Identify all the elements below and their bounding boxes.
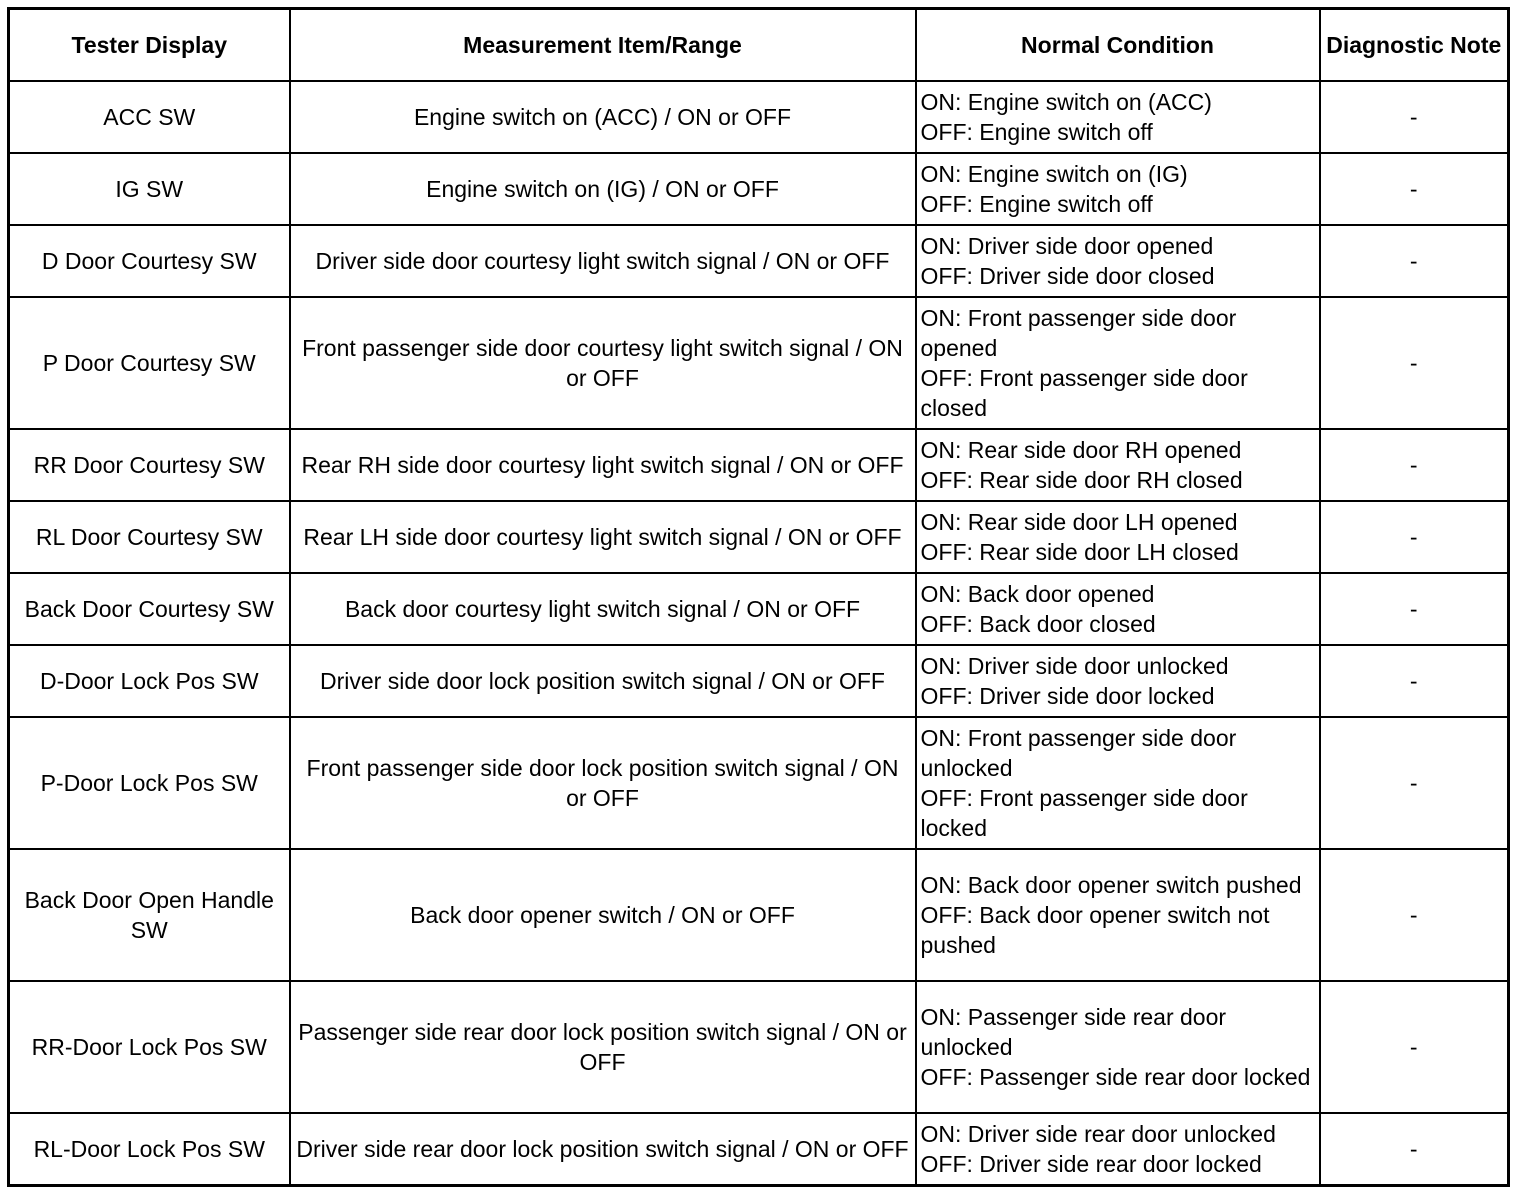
header-tester-display: Tester Display (9, 9, 290, 82)
on-condition: ON: Back door opener switch pushed (920, 872, 1302, 898)
header-row (9, 9, 1509, 82)
measurement-cell: Front passenger side door lock position switch signal / ON or OFF (290, 717, 916, 849)
table-row (9, 153, 1509, 225)
normal-condition-cell (916, 717, 1320, 849)
off-condition: OFF: Engine switch off (920, 119, 1153, 145)
table-row (9, 645, 1509, 717)
on-condition: ON: Engine switch on (ACC) (920, 89, 1212, 115)
on-condition: ON: Rear side door LH opened (920, 509, 1238, 535)
normal-condition-cell (916, 81, 1320, 153)
diagnostic-note-cell: - (1320, 81, 1509, 153)
header-diagnostic-note: Diagnostic Note (1320, 9, 1509, 82)
on-condition: ON: Rear side door RH opened (920, 437, 1242, 463)
tester-display-cell: IG SW (9, 153, 290, 225)
on-condition: ON: Driver side rear door unlocked (920, 1121, 1276, 1147)
tester-display-cell: P Door Courtesy SW (9, 297, 290, 429)
normal-condition-cell (916, 429, 1320, 501)
measurement-cell: Driver side door courtesy light switch signal / ON or OFF (290, 225, 916, 297)
measurement-cell: Rear LH side door courtesy light switch signal / ON or OFF (290, 501, 916, 573)
off-condition: OFF: Front passenger side door closed (920, 365, 1248, 421)
header-normal-condition: Normal Condition (916, 9, 1320, 82)
off-condition: OFF: Engine switch off (920, 191, 1153, 217)
tester-display-cell: ACC SW (9, 81, 290, 153)
table-row (9, 717, 1509, 849)
table-row (9, 297, 1509, 429)
data-list-table (7, 7, 1510, 1187)
table-row (9, 225, 1509, 297)
diagnostic-note-cell: - (1320, 717, 1509, 849)
measurement-cell: Engine switch on (ACC) / ON or OFF (290, 81, 916, 153)
normal-condition-cell (916, 501, 1320, 573)
normal-condition-cell (916, 981, 1320, 1113)
off-condition: OFF: Driver side door closed (920, 263, 1215, 289)
on-condition: ON: Driver side door unlocked (920, 653, 1229, 679)
header-measurement: Measurement Item/Range (290, 9, 916, 82)
measurement-cell: Engine switch on (IG) / ON or OFF (290, 153, 916, 225)
measurement-cell: Back door courtesy light switch signal / ON or OFF (290, 573, 916, 645)
normal-condition-cell (916, 297, 1320, 429)
diagnostic-note-cell: - (1320, 153, 1509, 225)
table-row (9, 1113, 1509, 1186)
diagnostic-note-cell: - (1320, 645, 1509, 717)
off-condition: OFF: Back door closed (920, 611, 1156, 637)
measurement-cell: Passenger side rear door lock position switch signal / ON or OFF (290, 981, 916, 1113)
normal-condition-cell (916, 153, 1320, 225)
diagnostic-note-cell: - (1320, 501, 1509, 573)
off-condition: OFF: Rear side door LH closed (920, 539, 1239, 565)
off-condition: OFF: Driver side door locked (920, 683, 1215, 709)
tester-display-cell: Back Door Open Handle SW (9, 849, 290, 981)
table-row (9, 501, 1509, 573)
tester-display-cell: RR Door Courtesy SW (9, 429, 290, 501)
diagnostic-note-cell: - (1320, 297, 1509, 429)
measurement-cell: Rear RH side door courtesy light switch signal / ON or OFF (290, 429, 916, 501)
measurement-cell: Driver side rear door lock position switch signal / ON or OFF (290, 1113, 916, 1186)
tester-display-cell: RR-Door Lock Pos SW (9, 981, 290, 1113)
normal-condition-cell (916, 849, 1320, 981)
off-condition: OFF: Driver side rear door locked (920, 1151, 1262, 1177)
on-condition: ON: Passenger side rear door unlocked (920, 1004, 1227, 1060)
diagnostic-note-cell: - (1320, 981, 1509, 1113)
tester-display-cell: RL Door Courtesy SW (9, 501, 290, 573)
off-condition: OFF: Back door opener switch not pushed (920, 902, 1270, 958)
diagnostic-note-cell: - (1320, 849, 1509, 981)
diagnostic-note-cell: - (1320, 573, 1509, 645)
table-row (9, 981, 1509, 1113)
table-row (9, 573, 1509, 645)
off-condition: OFF: Rear side door RH closed (920, 467, 1243, 493)
diagnostic-note-cell: - (1320, 429, 1509, 501)
normal-condition-cell (916, 225, 1320, 297)
on-condition: ON: Front passenger side door unlocked (920, 725, 1237, 781)
off-condition: OFF: Passenger side rear door locked (920, 1064, 1311, 1090)
measurement-cell: Driver side door lock position switch signal / ON or OFF (290, 645, 916, 717)
on-condition: ON: Driver side door opened (920, 233, 1214, 259)
table-row (9, 429, 1509, 501)
measurement-cell: Front passenger side door courtesy light switch signal / ON or OFF (290, 297, 916, 429)
tester-display-cell: D-Door Lock Pos SW (9, 645, 290, 717)
normal-condition-cell (916, 573, 1320, 645)
table-row (9, 81, 1509, 153)
normal-condition-cell (916, 645, 1320, 717)
on-condition: ON: Back door opened (920, 581, 1155, 607)
tester-display-cell: Back Door Courtesy SW (9, 573, 290, 645)
off-condition: OFF: Front passenger side door locked (920, 785, 1248, 841)
on-condition: ON: Front passenger side door opened (920, 305, 1237, 361)
tester-display-cell: P-Door Lock Pos SW (9, 717, 290, 849)
measurement-cell: Back door opener switch / ON or OFF (290, 849, 916, 981)
diagnostic-note-cell: - (1320, 1113, 1509, 1186)
diagnostic-note-cell: - (1320, 225, 1509, 297)
on-condition: ON: Engine switch on (IG) (920, 161, 1188, 187)
normal-condition-cell (916, 1113, 1320, 1186)
tester-display-cell: RL-Door Lock Pos SW (9, 1113, 290, 1186)
table-row (9, 849, 1509, 981)
tester-display-cell: D Door Courtesy SW (9, 225, 290, 297)
